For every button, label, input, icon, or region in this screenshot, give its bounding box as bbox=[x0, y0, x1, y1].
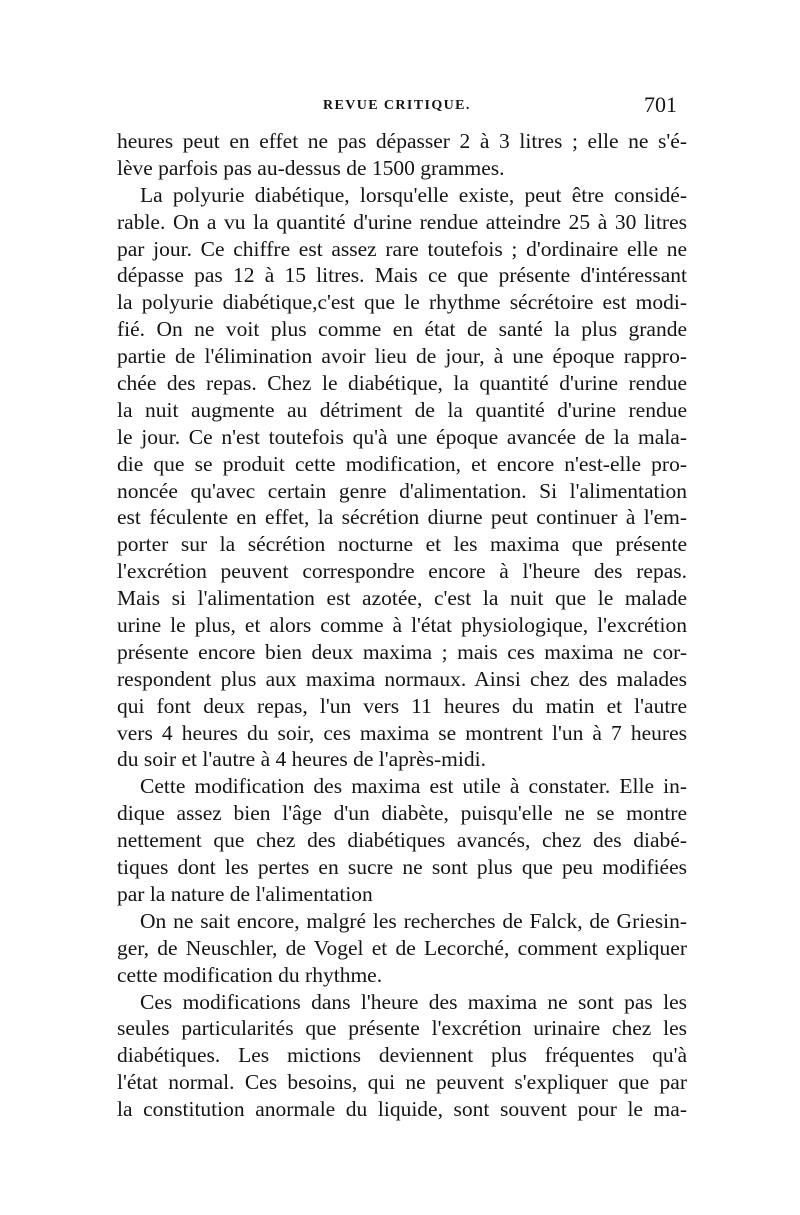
text-line: la nuit augmente au détriment de la quantité d'urine rendue bbox=[117, 397, 687, 422]
text-line: le jour. Ce n'est toutefois qu'à une époque avancée de la mala- bbox=[117, 424, 687, 449]
text-line: cette modification du rhythme. bbox=[117, 962, 383, 987]
text-line: ger, de Neuschler, de Vogel et de Lecorché, comment expliquer bbox=[117, 935, 687, 960]
text-line: la constitution anormale du liquide, sont souvent pour le ma- bbox=[117, 1097, 687, 1122]
text-line: respondent plus aux maxima normaux. Ainsi chez des malades bbox=[117, 666, 687, 691]
text-line: dépasse pas 12 à 15 litres. Mais ce que présente d'intéressant bbox=[117, 263, 687, 288]
text-line: Mais si l'alimentation est azotée, c'est la nuit que le malade bbox=[117, 586, 687, 611]
text-line: la polyurie diabétique,c'est que le rhythme sécrétoire est modi- bbox=[117, 290, 687, 315]
text-line: nettement que chez des diabétiques avancés, chez des diabé- bbox=[117, 828, 687, 853]
text-line: On ne sait encore, malgré les recherches de Falck, de Griesin- bbox=[140, 908, 687, 933]
text-line: diabétiques. Les mictions deviennent plus fréquentes qu'à bbox=[117, 1043, 687, 1068]
text-line: La polyurie diabétique, lorsqu'elle existe, peut être considé- bbox=[140, 182, 687, 207]
text-line: est féculente en effet, la sécrétion diurne peut continuer à l'em- bbox=[117, 505, 687, 530]
running-title: REVUE CRITIQUE. bbox=[323, 98, 471, 113]
text-line: rable. On a vu la quantité d'urine rendue atteindre 25 à 30 litres bbox=[117, 209, 687, 234]
body-text bbox=[117, 128, 687, 1123]
text-line: partie de l'élimination avoir lieu de jour, à une époque rappro- bbox=[117, 344, 687, 369]
text-line: qui font deux repas, l'un vers 11 heures du matin et l'autre bbox=[117, 693, 687, 718]
text-line: die que se produit cette modification, et encore n'est-elle pro- bbox=[117, 451, 687, 476]
text-line: urine le plus, et alors comme à l'état physiologique, l'excrétion bbox=[117, 613, 687, 638]
page-number: 701 bbox=[644, 92, 677, 117]
text-line: Ces modifications dans l'heure des maxima ne sont pas les bbox=[140, 989, 687, 1014]
text-line: du soir et l'autre à 4 heures de l'après-midi. bbox=[117, 747, 486, 772]
text-line: Cette modification des maxima est utile à constater. Elle in- bbox=[140, 774, 687, 799]
text-line: présente encore bien deux maxima ; mais ces maxima ne cor- bbox=[117, 639, 687, 664]
text-line: lève parfois pas au-dessus de 1500 grammes. bbox=[117, 155, 505, 180]
text-line: dique assez bien l'âge d'un diabète, puisqu'elle ne se montre bbox=[117, 801, 687, 826]
text-line: par jour. Ce chiffre est assez rare toutefois ; d'ordinaire elle ne bbox=[117, 236, 687, 261]
text-line: vers 4 heures du soir, ces maxima se montrent l'un à 7 heures bbox=[117, 720, 687, 745]
text-line: chée des repas. Chez le diabétique, la quantité d'urine rendue bbox=[117, 371, 687, 396]
text-line: tiques dont les pertes en sucre ne sont plus que peu modifiées bbox=[117, 855, 687, 880]
text-line: l'excrétion peuvent correspondre encore à l'heure des repas. bbox=[117, 559, 687, 584]
text-line: l'état normal. Ces besoins, qui ne peuvent s'expliquer que par bbox=[117, 1070, 687, 1095]
text-line: porter sur la sécrétion nocturne et les maxima que présente bbox=[117, 532, 687, 557]
text-line: noncée qu'avec certain genre d'alimentation. Si l'alimentation bbox=[117, 478, 687, 503]
text-line: heures peut en effet ne pas dépasser 2 à 3 litres ; elle ne s'é- bbox=[117, 129, 687, 153]
text-line: seules particularités que présente l'excrétion urinaire chez les bbox=[117, 1016, 687, 1041]
text-line: fié. On ne voit plus comme en état de santé la plus grande bbox=[117, 317, 687, 342]
text-line: par la nature de l'alimentation bbox=[117, 881, 373, 906]
